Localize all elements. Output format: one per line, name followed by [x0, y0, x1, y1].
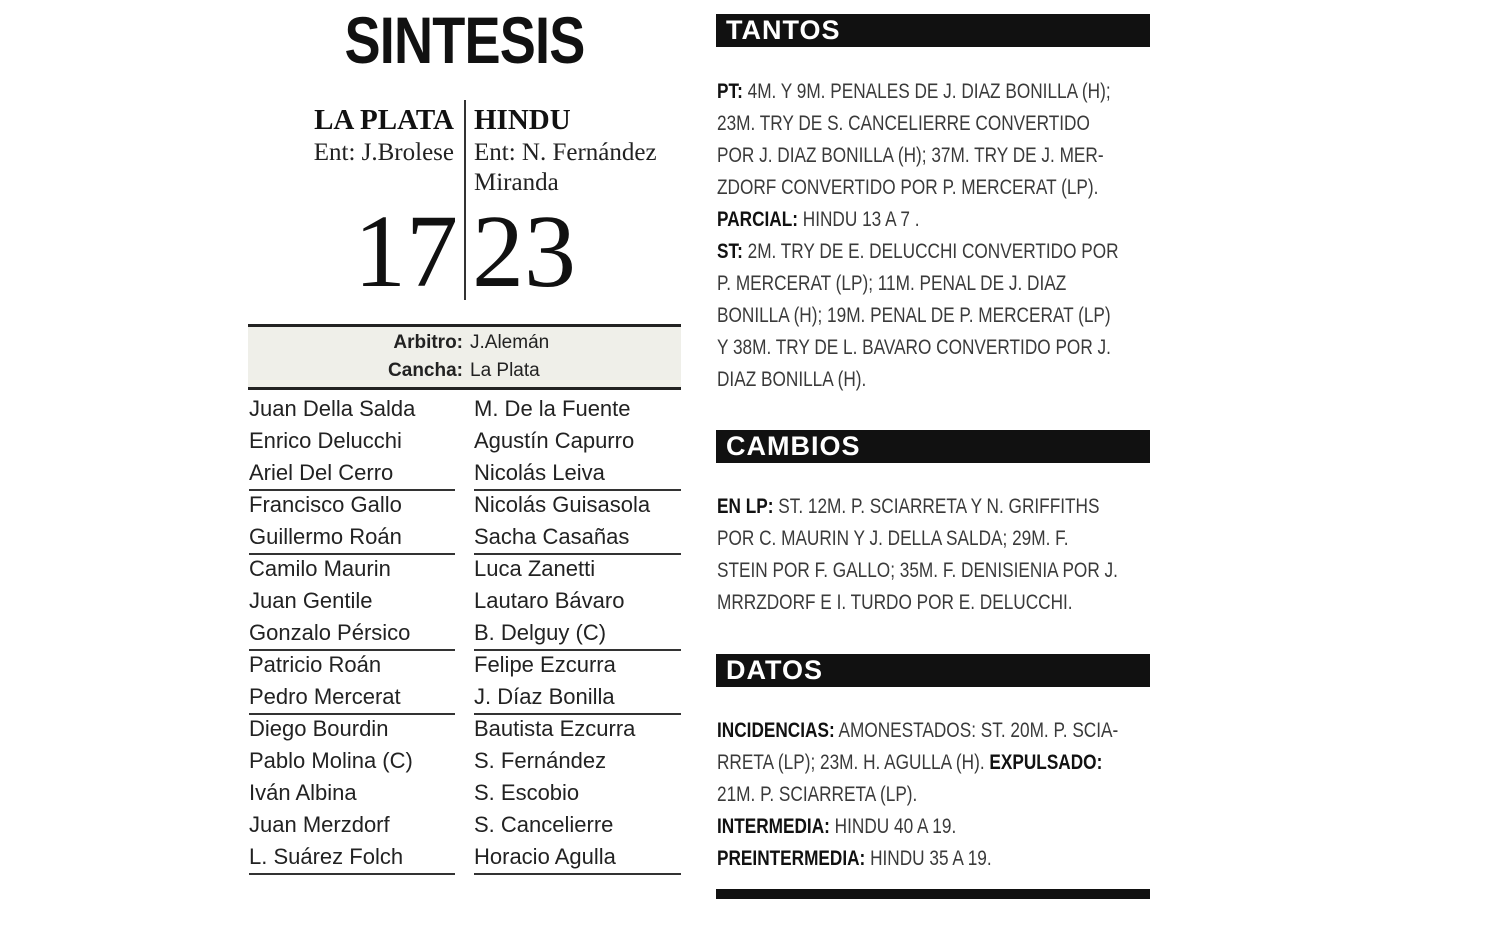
home-player: Gonzalo Pérsico — [249, 617, 455, 651]
tantos-line-text: DIAZ BONILLA (H). — [717, 368, 867, 391]
tantos-line-text: POR J. DIAZ BONILLA (H); 37M. TRY DE J. MER- — [717, 144, 1104, 167]
tantos-line — [717, 204, 1078, 236]
tantos-line — [717, 332, 1111, 364]
datos-line — [717, 811, 1078, 843]
away-player: Nicolás Guisasola — [474, 492, 651, 517]
home-player: Pedro Mercerat — [249, 681, 455, 715]
tantos-line — [717, 140, 1104, 172]
home-player: Patricio Roán — [249, 652, 382, 677]
tantos-line-text: 4M. Y 9M. PENALES DE J. DIAZ BONILLA (H); — [742, 80, 1111, 103]
away-coach-line1: Ent: N. Fernández — [474, 139, 657, 166]
away-player: Bautista Ezcurra — [474, 716, 636, 741]
datos-body — [717, 715, 1157, 875]
cambios-line-text: STEIN POR F. GALLO; 35M. F. DENISIENIA POR J. — [717, 559, 1118, 582]
tantos-line-label: ST: — [717, 240, 743, 263]
datos-line — [717, 779, 1078, 811]
tantos-line — [717, 108, 1090, 140]
cambios-line-text: MRRZDORF E I. TURDO POR E. DELUCCHI. — [717, 591, 1073, 614]
tantos-line-text: Y 38M. TRY DE L. BAVARO CONVERTIDO POR J. — [717, 336, 1111, 359]
tantos-line-text: 23M. TRY DE S. CANCELIERRE CONVERTIDO — [717, 112, 1090, 135]
tantos-line — [717, 300, 1111, 332]
cambios-line-text: ST. 12M. P. SCIARRETA Y N. GRIFFITHS — [773, 495, 1100, 518]
cambios-line — [717, 523, 1078, 555]
away-score: 23 — [472, 194, 576, 309]
tantos-header: TANTOS — [716, 14, 1150, 47]
away-player: Lautaro Bávaro — [474, 588, 625, 613]
away-player: J. Díaz Bonilla — [474, 681, 681, 715]
officials-box — [248, 324, 681, 390]
home-player: L. Suárez Folch — [249, 841, 455, 875]
tantos-line-label: PARCIAL: — [717, 208, 798, 231]
tantos-line-text: ZDORF CONVERTIDO POR P. MERCERAT (LP). — [717, 176, 1099, 199]
home-player: Juan Merzdorf — [249, 812, 390, 837]
home-player: Juan Della Salda — [249, 396, 416, 421]
datos-line-text: RRETA (LP); 23M. H. AGULLA (H). — [717, 751, 990, 774]
cambios-line — [717, 555, 1118, 587]
away-player: S. Escobio — [474, 780, 580, 805]
datos-line — [717, 747, 1103, 779]
away-player: Sacha Casañas — [474, 521, 681, 555]
tantos-line-label: PT: — [717, 80, 743, 103]
datos-line-text: HINDU 40 A 19. — [829, 815, 957, 838]
datos-line — [717, 843, 1078, 875]
tantos-line — [717, 364, 1078, 396]
datos-line-label: EXPULSADO: — [989, 751, 1103, 774]
away-player: Horacio Agulla — [474, 841, 681, 875]
home-team-name: LA PLATA — [314, 104, 454, 136]
cambios-line-label: EN LP: — [717, 495, 774, 518]
home-player: Enrico Delucchi — [249, 428, 402, 453]
bottom-rule — [716, 889, 1150, 899]
home-player: Ariel Del Cerro — [249, 457, 455, 491]
page-title: SINTESIS — [344, 3, 585, 77]
tantos-line — [717, 76, 1111, 108]
cambios-line — [717, 491, 1100, 523]
home-coach: Ent: J.Brolese — [313, 139, 454, 166]
tantos-line-text: HINDU 13 A 7 . — [797, 208, 920, 231]
home-player: Camilo Maurin — [249, 556, 391, 581]
scoreboard — [248, 100, 681, 309]
away-player: B. Delguy (C) — [474, 617, 681, 651]
cambios-line-text: POR C. MAURIN Y J. DELLA SALDA; 29M. F. — [717, 527, 1069, 550]
referee-value: J.Alemán — [470, 332, 550, 353]
tantos-line — [717, 172, 1099, 204]
home-player: Iván Albina — [249, 780, 357, 805]
datos-line-text: AMONESTADOS: ST. 20M. P. SCIA- — [834, 719, 1119, 742]
team-divider — [464, 100, 466, 300]
home-player: Guillermo Roán — [249, 521, 455, 555]
venue-label: Cancha: — [388, 360, 463, 381]
tantos-body — [717, 76, 1157, 396]
cambios-body — [717, 491, 1157, 619]
away-player: Luca Zanetti — [474, 556, 596, 581]
datos-line-label: PREINTERMEDIA: — [717, 847, 866, 870]
tantos-line — [717, 236, 1119, 268]
cambios-line — [717, 587, 1078, 619]
away-player: M. De la Fuente — [474, 396, 631, 421]
away-player: S. Cancelierre — [474, 812, 614, 837]
away-player: S. Fernández — [474, 748, 607, 773]
datos-line-label: INCIDENCIAS: — [717, 719, 835, 742]
tantos-line-text: 2M. TRY DE E. DELUCCHI CONVERTIDO POR — [742, 240, 1119, 263]
home-player: Juan Gentile — [249, 588, 373, 613]
away-coach-line2: Miranda — [474, 169, 559, 196]
datos-header: DATOS — [716, 654, 1150, 687]
datos-line-text: HINDU 35 A 19. — [865, 847, 992, 870]
away-player: Felipe Ezcurra — [474, 652, 616, 677]
home-score: 17 — [354, 194, 458, 309]
cambios-header: CAMBIOS — [716, 430, 1150, 463]
away-player: Agustín Capurro — [474, 428, 635, 453]
venue-value: La Plata — [470, 360, 540, 381]
datos-line-label: INTERMEDIA: — [717, 815, 830, 838]
tantos-line-text: P. MERCERAT (LP); 11M. PENAL DE J. DIAZ — [717, 272, 1067, 295]
datos-line-text: 21M. P. SCIARRETA (LP). — [717, 783, 918, 806]
home-player: Diego Bourdin — [249, 716, 389, 741]
referee-label: Arbitro: — [393, 332, 463, 353]
tantos-line — [717, 268, 1078, 300]
tantos-line-text: BONILLA (H); 19M. PENAL DE P. MERCERAT (LP) — [717, 304, 1111, 327]
away-coach — [474, 138, 694, 198]
away-player: Nicolás Leiva — [474, 457, 681, 491]
home-player: Pablo Molina (C) — [249, 748, 413, 773]
home-player: Francisco Gallo — [249, 492, 402, 517]
datos-line — [717, 715, 1119, 747]
away-team-name: HINDU — [474, 104, 571, 136]
